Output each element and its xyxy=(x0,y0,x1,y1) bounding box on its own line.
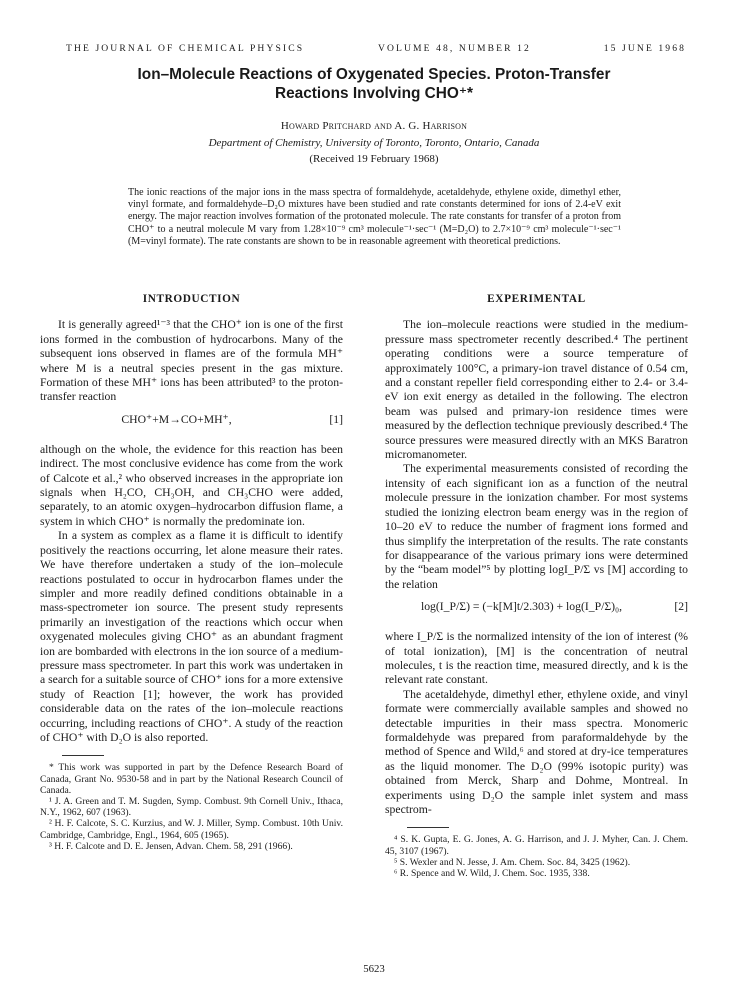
equation-1 xyxy=(40,413,343,435)
footnote: ⁶ R. Spence and W. Wild, J. Chem. Soc. 1935, 338. xyxy=(394,868,590,880)
experimental-paragraph-3: where I_P/Σ is the normalized intensity of the ion of interest (% of total ionization), [M] is the concentration of neutral molecules, t is the reaction time, measured directly, and k is the relevant rate constant. xyxy=(385,630,688,687)
footnote: ⁴ S. K. Gupta, E. G. Jones, A. G. Harrison, and J. J. Myher, Can. J. Chem. 45, 3107 (1967). xyxy=(385,834,688,857)
equation-2-expression: log(I_P/Σ) = (−k[M]t/2.303) + log(I_P/Σ)₀, xyxy=(420,600,623,614)
page-number: 5623 xyxy=(363,963,385,975)
abstract: The ionic reactions of the major ions in the mass spectra of formaldehyde, acetaldehyde, ethylene oxide, dimethyl ether, vinyl formate, and formaldehyde–D₂O mixtures have been studied and rate constants determined for ions of 2.4-eV exit energy. The major reaction involves formation of the protonated molecule. The rate constants for transfer of a proton from CHO⁺ to a neutral molecule M vary from 1.28×10⁻⁹ cm³ molecule⁻¹·sec⁻¹ (M=D₂O) to 2.7×10⁻⁹ cm³ molecule⁻¹·sec⁻¹ (M=vinyl formate). The rate constants are shown to be in reasonable agreement with theoretical predictions. xyxy=(128,187,621,247)
volume-number: VOLUME 48, NUMBER 12 xyxy=(378,43,531,54)
intro-paragraph-3: In a system as complex as a flame it is difficult to identify positively the reactions occurring, let alone measure their rates. We have therefore undertaken a study of the ion–molecule reactions postulated to occur in hydrocarbon flames under the simpler and more readily defined conditions obtainable in a mass-spectrometer ion source. The present study represents primarily an investigation of the reactions which occur when oxygenated molecules giving CHO⁺ as an abundant fragment ion are bombarded with electrons in the ion source of a medium-pressure mass spectrometer. In part this work was undertaken in a search for a suitable source of CHO⁺ ions for a more extensive study of Reaction [1]; however, the work has provided considerable data on the rates of the ion–molecule reactions occurring, including reactions of CHO⁺. A study of the reaction of CHO⁺ with D₂O is also reported. xyxy=(40,529,343,744)
affiliation: Department of Chemistry, University of Toronto, Toronto, Ontario, Canada xyxy=(208,137,540,149)
title-line-1: Ion–Molecule Reactions of Oxygenated Species. Proton-Transfer xyxy=(137,66,611,83)
running-head xyxy=(66,43,686,57)
equation-1-expression: CHO⁺+M→CO+MH⁺, xyxy=(121,412,232,426)
footnote: ³ H. F. Calcote and D. E. Jensen, Advan. Chem. 58, 291 (1966). xyxy=(49,840,293,852)
section-heading-experimental: EXPERIMENTAL xyxy=(487,293,586,305)
equation-2 xyxy=(385,600,688,622)
footnote: * This work was supported in part by the Defence Research Board of Canada, Grant No. 9530-58 and in part by the National Research Council of Canada. xyxy=(40,762,343,796)
equation-2-number: [2] xyxy=(674,600,688,614)
section-heading-introduction: INTRODUCTION xyxy=(142,293,241,305)
intro-paragraph-1: It is generally agreed¹⁻³ that the CHO⁺ ion is one of the first ions formed in the combustion of hydrocarbons. Many of the subsequent ions observed in flames are of the formula MH⁺ where M is a neutral species present in the gas mixture. Formation of these MH⁺ ions has been attributed³ to the proton-transfer reaction xyxy=(40,318,343,404)
left-column xyxy=(40,292,343,852)
footnote: ² H. F. Calcote, S. C. Kurzius, and W. J. Miller, Symp. Combust. 10th Univ. Cambridge, Cambridge, Engl., 1964, 605 (1965). xyxy=(40,818,343,841)
received-date: (Received 19 February 1968) xyxy=(309,153,439,165)
article-title xyxy=(60,66,688,103)
footnote-rule xyxy=(62,755,104,756)
experimental-paragraph-4: The acetaldehyde, dimethyl ether, ethylene oxide, and vinyl formate were commercially available samples and showed no detectable impurities in their mass spectra. Monomeric formaldehyde was prepared from paraformaldehyde by the method of Spence and Wild,⁶ and stored at dry-ice temperatures as the liquid monomer. The D₂O (99% isotopic purity) was obtained from Merck, Sharp and Dohme, Montreal. In experiments using D₂O the sample inlet system and mass spectrom- xyxy=(385,687,688,816)
experimental-paragraph-2: The experimental measurements consisted of recording the intensity of each significant ion as a function of the neutral molecule pressure in the ionization chamber. For most systems studied the ionizing electron beam energy was in the region of 10–20 eV to reduce the number of fragment ions formed and thus simplify the interpretation of the results. The rate constants for disappearance of the various primary ions were determined by the “beam model”⁵ by plotting logI_P/Σ vs [M] according to the relation xyxy=(385,462,688,591)
intro-paragraph-2: although on the whole, the evidence for this reaction has been indirect. The most conclusive evidence has come from the work of Calcote et al.,² who observed increases in the appropriate ion signals when H₂CO, CH₃OH, and CH₃CHO were added, separately, to an atomic oxygen–hydrocarbon diffusion flame, a system in which CHO⁺ is normally the predominate ion. xyxy=(40,442,343,528)
authors: Howard Pritchard and A. G. Harrison xyxy=(280,120,468,132)
equation-1-number: [1] xyxy=(329,412,343,426)
right-column xyxy=(385,292,688,879)
footnote: ⁵ S. Wexler and N. Jesse, J. Am. Chem. Soc. 84, 3425 (1962). xyxy=(394,856,631,868)
footnotes-right xyxy=(385,834,688,879)
footnote-rule xyxy=(407,827,449,828)
footnote: ¹ J. A. Green and T. M. Sugden, Symp. Combust. 9th Cornell Univ., Ithaca, N.Y., 1962, 607 (1963). xyxy=(40,795,343,819)
title-line-2: Reactions Involving CHO⁺* xyxy=(275,84,473,102)
experimental-paragraph-1: The ion–molecule reactions were studied in the medium-pressure mass spectrometer recently described.⁴ The pertinent operating conditions were a source temperature of approximately 100°C, a primary-ion travel distance of 0.54 cm, and a constant repeller field corresponding either to 2.4- or 3.4-eV ion exit energy as detailed in the following. The electron beam was pulsed and primary-ion residence times were measured by the deflection technique previously described.⁴ The source pressures were measured directly with an MKS Baratron micromanometer. xyxy=(385,318,688,462)
footnotes-left xyxy=(40,762,343,852)
issue-date: 15 JUNE 1968 xyxy=(603,43,686,54)
journal-name: THE JOURNAL OF CHEMICAL PHYSICS xyxy=(66,43,305,54)
